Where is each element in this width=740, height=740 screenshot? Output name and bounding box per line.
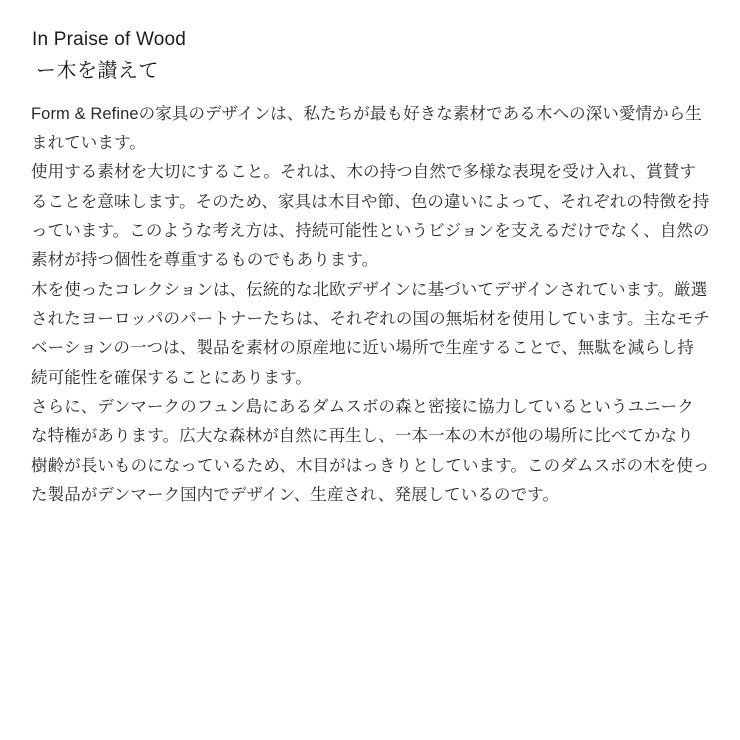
page-title-japanese: ー木を讃えて	[36, 59, 159, 82]
title-block	[30, 26, 710, 86]
page-title-english: In Praise of Wood	[32, 29, 187, 50]
body-text	[30, 100, 710, 511]
paragraph-4: さらに、デンマークのフュン島にあるダムスボの森と密接に協力しているというユニークな特権があります。広大な森林が自然に再生し、一本一本の木が他の場所に比べてかなり樹齢が長いものになっているため、木目がはっきりとしています。このダムスボの木を使った製品がデンマーク国内でデザイン、生産され、発展しているのです。	[31, 398, 710, 505]
paragraph-2: 使用する素材を大切にすること。それは、木の持つ自然で多様な表現を受け入れ、賞賛することを意味します。そのため、家具は木目や節、色の違いによって、それぞれの特徴を持っています。このような考え方は、持続可能性というビジョンを支えるだけでなく、自然の素材が持つ個性を尊重するものでもあります。	[31, 163, 710, 270]
paragraph-3: 木を使ったコレクションは、伝統的な北欧デザインに基づいてデザインされています。厳選されたヨーロッパのパートナーたちは、それぞれの国の無垢材を使用しています。主なモチベーションの一つは、製品を素材の原産地に近い場所で生産することで、無駄を減らし持続可能性を確保することにあります。	[31, 280, 710, 387]
paragraph-1: Form & Refineの家具のデザインは、私たちが最も好きな素材である木への深い愛情から生まれています。	[31, 104, 702, 152]
